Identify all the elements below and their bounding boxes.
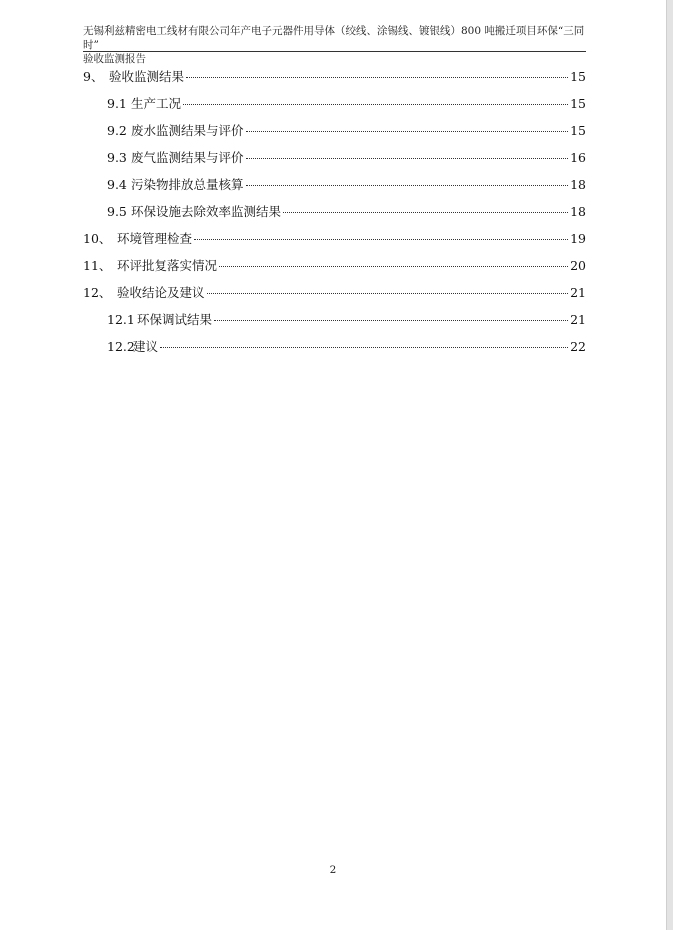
header-line-1: 无锡利兹精密电工线材有限公司年产电子元器件用导体（绞线、涂锡线、镀银线）800 吨搬迁项目环保“三同时” <box>83 25 585 51</box>
toc-leader-dots <box>214 320 568 321</box>
toc-entry-12-2[interactable] <box>107 337 586 357</box>
toc-leader-dots <box>183 104 568 105</box>
toc-entry-title: 废气监测结果与评价 <box>131 150 244 165</box>
toc-entry-page: 15 <box>570 69 586 84</box>
toc-entry-number: 12、 <box>83 285 112 300</box>
running-header <box>83 24 588 66</box>
toc-entry-number: 12.1 <box>107 312 135 327</box>
toc-leader-dots <box>246 185 569 186</box>
toc-entry-number: 9.5 <box>107 204 127 219</box>
toc-entry-number: 9.1 <box>107 96 127 111</box>
toc-entry-9[interactable] <box>83 67 586 87</box>
toc-entry-number: 9.4 <box>107 177 127 192</box>
toc-entry-title: 污染物排放总量核算 <box>131 177 244 192</box>
toc-entry-page: 20 <box>570 258 586 273</box>
toc-entry-9-2[interactable] <box>107 121 586 141</box>
toc-entry-page: 18 <box>570 204 586 219</box>
toc-entry-title: 环评批复落实情况 <box>117 258 218 273</box>
page-number: 2 <box>329 864 337 876</box>
toc-entry-page: 18 <box>570 177 586 192</box>
toc-entry-page: 16 <box>570 150 586 165</box>
toc-entry-number: 12.2 <box>107 339 135 354</box>
toc-entry-number: 10、 <box>83 231 112 246</box>
toc-leader-dots <box>207 293 569 294</box>
toc-leader-dots <box>246 131 569 132</box>
toc-entry-title: 建议 <box>133 339 159 354</box>
toc-entry-12[interactable] <box>83 283 586 303</box>
toc-entry-page: 19 <box>570 231 586 246</box>
toc-entry-title: 验收结论及建议 <box>117 285 205 300</box>
toc-leader-dots <box>219 266 568 267</box>
toc-entry-title: 环境管理检查 <box>117 231 193 246</box>
toc-leader-dots <box>246 158 569 159</box>
toc-entry-10[interactable] <box>83 229 586 249</box>
toc-entry-number: 9、 <box>83 69 104 84</box>
toc-entry-title: 环保设施去除效率监测结果 <box>131 204 282 219</box>
toc-entry-number: 11、 <box>83 258 112 273</box>
toc-entry-9-5[interactable] <box>107 202 586 222</box>
toc-entry-12-1[interactable] <box>107 310 586 330</box>
toc-entry-page: 21 <box>570 285 586 300</box>
toc-entry-page: 22 <box>570 339 586 354</box>
toc-leader-dots <box>186 77 568 78</box>
toc-entry-9-4[interactable] <box>107 175 586 195</box>
header-rule <box>83 51 586 52</box>
toc-leader-dots <box>194 239 568 240</box>
toc-entry-page: 21 <box>570 312 586 327</box>
toc-entry-title: 废水监测结果与评价 <box>131 123 244 138</box>
toc-entry-title: 生产工况 <box>131 96 182 111</box>
toc-leader-dots <box>160 347 568 348</box>
toc-entry-page: 15 <box>570 96 586 111</box>
page-edge-shadow <box>666 0 673 930</box>
toc-entry-9-3[interactable] <box>107 148 586 168</box>
toc-entry-page: 15 <box>570 123 586 138</box>
toc-entry-number: 9.3 <box>107 150 127 165</box>
toc-entry-11[interactable] <box>83 256 586 276</box>
toc-leader-dots <box>283 212 568 213</box>
toc-entry-number: 9.2 <box>107 123 127 138</box>
toc-entry-9-1[interactable] <box>107 94 586 114</box>
toc-entry-title: 环保调试结果 <box>137 312 213 327</box>
toc-entry-title: 验收监测结果 <box>109 69 185 84</box>
header-line-2: 验收监测报告 <box>83 53 146 65</box>
